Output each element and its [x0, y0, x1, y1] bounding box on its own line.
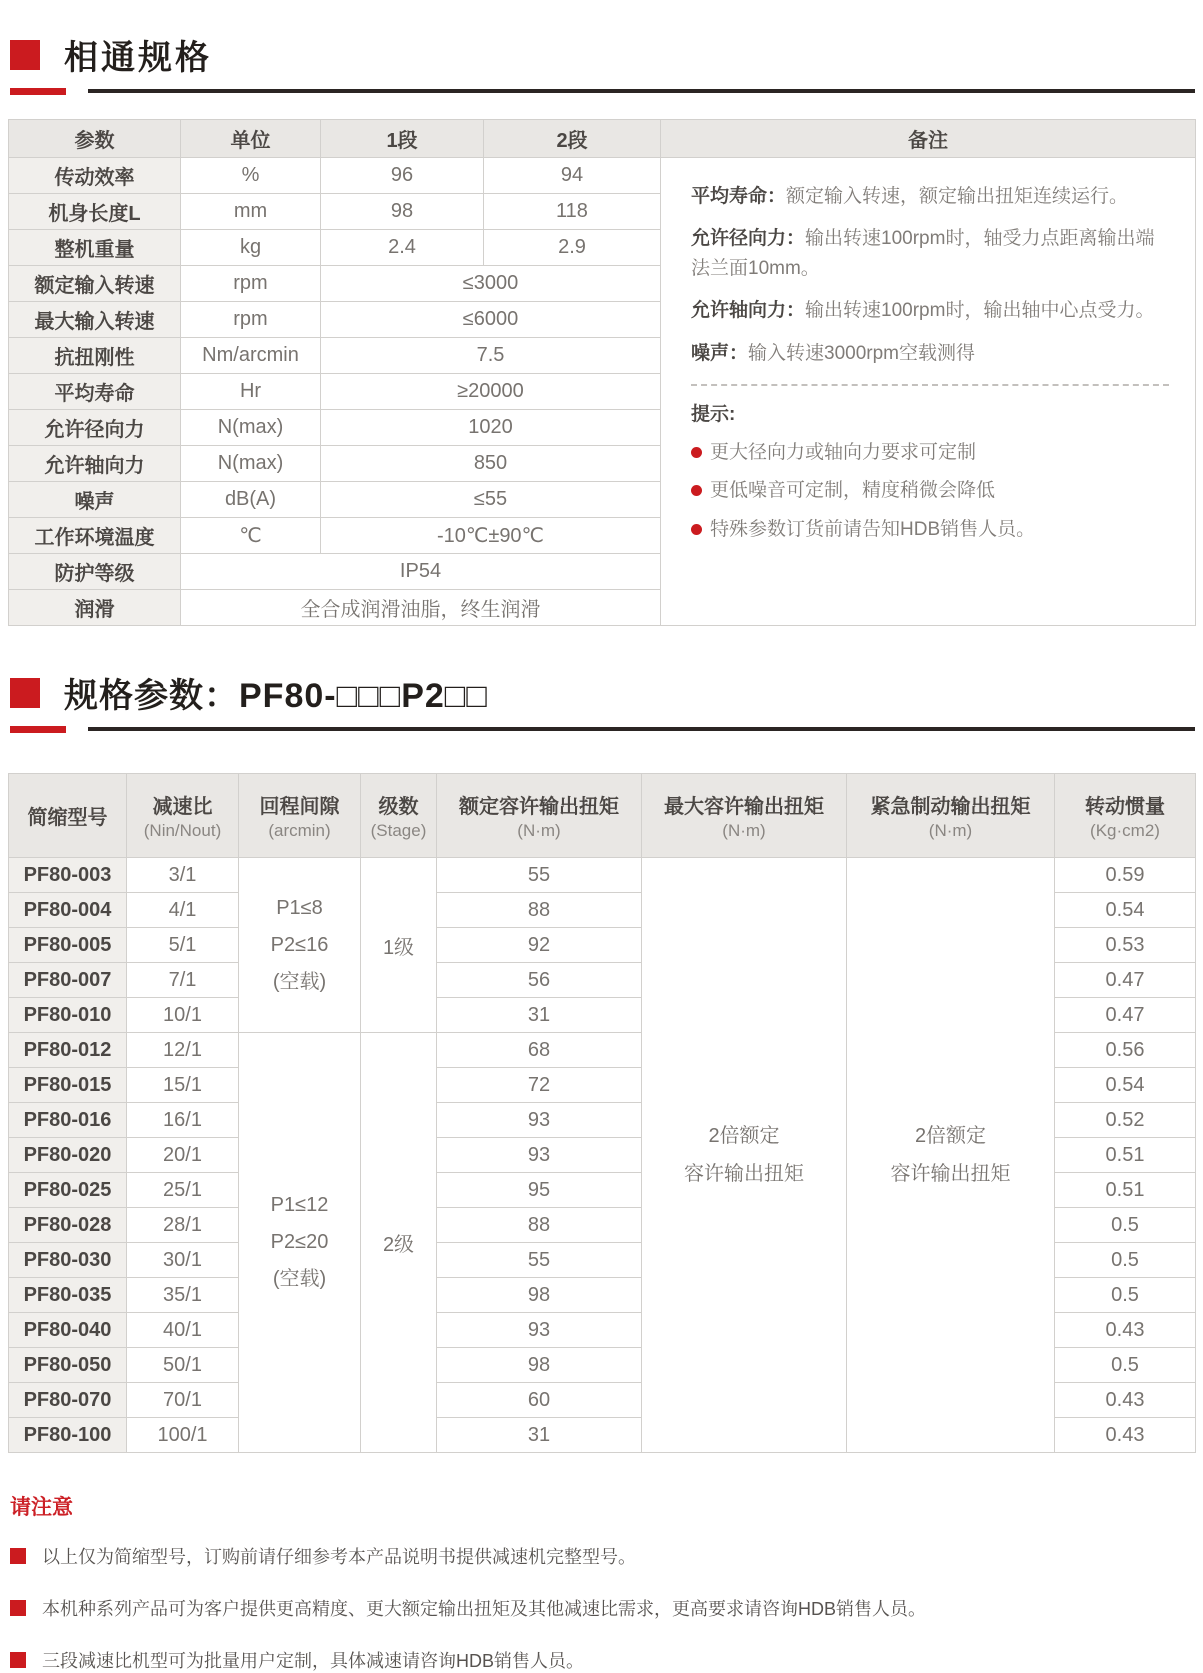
- param-unit: ℃: [181, 518, 321, 554]
- inertia-cell: 0.43: [1055, 1418, 1196, 1453]
- inertia-cell: 0.52: [1055, 1103, 1196, 1138]
- section-title: 规格参数：PF80-□□□P2□□: [64, 677, 488, 715]
- tip-text: 特殊参数订货前请告知HDB销售人员。: [710, 518, 1036, 540]
- tips-title: 提示:: [691, 404, 736, 426]
- col-header-ratio: 减速比 (Nin/Nout): [127, 774, 239, 858]
- param-unit: N(max): [181, 410, 321, 446]
- param-value-1: 2.4: [321, 230, 484, 266]
- torque-cell: 88: [437, 893, 642, 928]
- param-label: 允许轴向力: [9, 446, 181, 482]
- remark-text: 输出转速100rpm时，输出轴中心点受力。: [805, 300, 1155, 322]
- remark-item: [691, 224, 1169, 283]
- ratio-cell: 3/1: [127, 858, 239, 893]
- tip-item: [691, 476, 1169, 505]
- torque-cell: 98: [437, 1278, 642, 1313]
- notice-text: 以上仅为简缩型号，订购前请仔细参考本产品说明书提供减速机完整型号。: [42, 1547, 636, 1567]
- param-value-1: 96: [321, 158, 484, 194]
- param-value: 全合成润滑油脂，终生润滑: [181, 590, 661, 626]
- col-header-stage: 级数 (Stage): [361, 774, 437, 858]
- param-value-2: 94: [484, 158, 661, 194]
- section-red-underline: [10, 88, 66, 95]
- ratio-cell: 16/1: [127, 1103, 239, 1138]
- inertia-cell: 0.54: [1055, 1068, 1196, 1103]
- torque-cell: 92: [437, 928, 642, 963]
- torque-cell: 31: [437, 998, 642, 1033]
- model-cell: PF80-020: [9, 1138, 127, 1173]
- param-label: 允许径向力: [9, 410, 181, 446]
- notice-title: 请注意: [10, 1496, 73, 1519]
- model-cell: PF80-050: [9, 1348, 127, 1383]
- ratio-cell: 40/1: [127, 1313, 239, 1348]
- section-underline: [88, 727, 1195, 731]
- param-value-2: 118: [484, 194, 661, 230]
- param-value: IP54: [181, 554, 661, 590]
- col-header-max-torque: 最大容许输出扭矩 (N·m): [642, 774, 847, 858]
- table-header-row: [9, 120, 1196, 158]
- ratio-cell: 70/1: [127, 1383, 239, 1418]
- red-square-icon: [10, 40, 40, 70]
- tip-item: [691, 438, 1169, 467]
- table-row: [9, 858, 1196, 893]
- torque-cell: 31: [437, 1418, 642, 1453]
- inertia-cell: 0.5: [1055, 1243, 1196, 1278]
- model-cell: PF80-070: [9, 1383, 127, 1418]
- table-header-row: [9, 774, 1196, 858]
- model-cell: PF80-007: [9, 963, 127, 998]
- ratio-cell: 100/1: [127, 1418, 239, 1453]
- param-unit: Hr: [181, 374, 321, 410]
- remark-item: [691, 339, 1169, 368]
- param-label: 整机重量: [9, 230, 181, 266]
- model-cell: PF80-025: [9, 1173, 127, 1208]
- notice-section: [8, 1491, 1195, 1673]
- param-value-2: 2.9: [484, 230, 661, 266]
- param-value: ≥20000: [321, 374, 661, 410]
- inertia-cell: 0.5: [1055, 1278, 1196, 1313]
- param-value: -10℃±90℃: [321, 518, 661, 554]
- backlash-group1-cell: P1≤8 P2≤16 (空载): [239, 858, 361, 1033]
- param-value: ≤3000: [321, 266, 661, 302]
- notice-item: [10, 1543, 1195, 1569]
- max-torque-merged-cell: 2倍额定 容许输出扭矩: [642, 858, 847, 1453]
- ratio-cell: 7/1: [127, 963, 239, 998]
- stage-group2-cell: 2级: [361, 1033, 437, 1453]
- torque-cell: 93: [437, 1103, 642, 1138]
- param-value: ≤55: [321, 482, 661, 518]
- col-header-stage1: 1段: [321, 120, 484, 158]
- param-unit: %: [181, 158, 321, 194]
- param-label: 机身长度L: [9, 194, 181, 230]
- inertia-cell: 0.43: [1055, 1313, 1196, 1348]
- remark-text: 额定输入转速，额定输出扭矩连续运行。: [786, 186, 1129, 207]
- inertia-cell: 0.53: [1055, 928, 1196, 963]
- torque-cell: 93: [437, 1138, 642, 1173]
- section-header-spec-params: [8, 668, 1195, 731]
- remark-label: 允许轴向力：: [691, 300, 806, 322]
- section-header-common-specs: [8, 30, 1195, 93]
- col-header-stage2: 2段: [484, 120, 661, 158]
- model-cell: PF80-004: [9, 893, 127, 928]
- stage-group1-cell: 1级: [361, 858, 437, 1033]
- section-underline: [88, 89, 1195, 93]
- brake-torque-merged-cell: 2倍额定 容许输出扭矩: [847, 858, 1055, 1453]
- model-cell: PF80-010: [9, 998, 127, 1033]
- torque-cell: 98: [437, 1348, 642, 1383]
- dashed-divider: [691, 384, 1169, 386]
- bullet-square-icon: [10, 1600, 26, 1616]
- col-header-backlash: 回程间隙 (arcmin): [239, 774, 361, 858]
- inertia-cell: 0.51: [1055, 1138, 1196, 1173]
- param-unit: mm: [181, 194, 321, 230]
- remark-label: 平均寿命：: [691, 186, 787, 207]
- remark-item: [691, 296, 1169, 325]
- bullet-dot-icon: [691, 447, 702, 458]
- torque-cell: 88: [437, 1208, 642, 1243]
- remark-text: 输入转速3000rpm空载测得: [748, 342, 976, 364]
- torque-cell: 95: [437, 1173, 642, 1208]
- col-header-param: 参数: [9, 120, 181, 158]
- param-label: 平均寿命: [9, 374, 181, 410]
- remark-item: [691, 182, 1169, 211]
- model-cell: PF80-100: [9, 1418, 127, 1453]
- param-label: 最大输入转速: [9, 302, 181, 338]
- param-label: 额定输入转速: [9, 266, 181, 302]
- param-unit: Nm/arcmin: [181, 338, 321, 374]
- notice-text: 三段减速比机型可为批量用户定制，具体减速请咨询HDB销售人员。: [42, 1651, 585, 1671]
- ratio-cell: 30/1: [127, 1243, 239, 1278]
- tip-text: 更大径向力或轴向力要求可定制: [710, 441, 977, 463]
- param-value: ≤6000: [321, 302, 661, 338]
- model-cell: PF80-030: [9, 1243, 127, 1278]
- inertia-cell: 0.43: [1055, 1383, 1196, 1418]
- notice-item: [10, 1595, 1195, 1621]
- model-cell: PF80-003: [9, 858, 127, 893]
- tip-item: [691, 515, 1169, 544]
- remark-label: 噪声：: [691, 342, 749, 364]
- bullet-square-icon: [10, 1652, 26, 1668]
- param-label: 工作环境温度: [9, 518, 181, 554]
- param-value-1: 98: [321, 194, 484, 230]
- ratio-cell: 15/1: [127, 1068, 239, 1103]
- param-label: 传动效率: [9, 158, 181, 194]
- inertia-cell: 0.47: [1055, 963, 1196, 998]
- red-square-icon: [10, 678, 40, 708]
- table-row: [9, 158, 1196, 194]
- param-label: 噪声: [9, 482, 181, 518]
- bullet-dot-icon: [691, 524, 702, 535]
- section-title: 相通规格: [64, 39, 212, 77]
- col-header-inertia: 转动惯量 (Kg·cm2): [1055, 774, 1196, 858]
- ratio-cell: 12/1: [127, 1033, 239, 1068]
- model-cell: PF80-012: [9, 1033, 127, 1068]
- param-unit: dB(A): [181, 482, 321, 518]
- torque-cell: 68: [437, 1033, 642, 1068]
- param-value: 1020: [321, 410, 661, 446]
- model-cell: PF80-028: [9, 1208, 127, 1243]
- remark-label: 允许径向力：: [691, 228, 806, 250]
- backlash-group2-cell: P1≤12 P2≤20 (空载): [239, 1033, 361, 1453]
- inertia-cell: 0.5: [1055, 1348, 1196, 1383]
- col-header-rated-torque: 额定容许输出扭矩 (N·m): [437, 774, 642, 858]
- model-spec-table: [8, 773, 1196, 1453]
- inertia-cell: 0.54: [1055, 893, 1196, 928]
- remark-text: 输出转速100rpm时，轴受力点距离输出端法兰面10mm。: [691, 228, 1155, 279]
- inertia-cell: 0.56: [1055, 1033, 1196, 1068]
- param-label: 润滑: [9, 590, 181, 626]
- ratio-cell: 10/1: [127, 998, 239, 1033]
- torque-cell: 55: [437, 858, 642, 893]
- model-cell: PF80-005: [9, 928, 127, 963]
- notice-text: 本机种系列产品可为客户提供更高精度、更大额定输出扭矩及其他减速比需求，更高要求请咨询HDB销售人员。: [42, 1599, 926, 1619]
- torque-cell: 93: [437, 1313, 642, 1348]
- ratio-cell: 5/1: [127, 928, 239, 963]
- tip-text: 更低噪音可定制，精度稍微会降低: [710, 480, 996, 502]
- param-unit: N(max): [181, 446, 321, 482]
- param-unit: kg: [181, 230, 321, 266]
- bullet-square-icon: [10, 1548, 26, 1564]
- param-value: 7.5: [321, 338, 661, 374]
- model-cell: PF80-015: [9, 1068, 127, 1103]
- ratio-cell: 35/1: [127, 1278, 239, 1313]
- param-value: 850: [321, 446, 661, 482]
- ratio-cell: 28/1: [127, 1208, 239, 1243]
- ratio-cell: 4/1: [127, 893, 239, 928]
- col-header-unit: 单位: [181, 120, 321, 158]
- torque-cell: 55: [437, 1243, 642, 1278]
- torque-cell: 60: [437, 1383, 642, 1418]
- ratio-cell: 50/1: [127, 1348, 239, 1383]
- common-spec-table: [8, 119, 1196, 626]
- model-cell: PF80-040: [9, 1313, 127, 1348]
- inertia-cell: 0.51: [1055, 1173, 1196, 1208]
- section-red-underline: [10, 726, 66, 733]
- torque-cell: 72: [437, 1068, 642, 1103]
- inertia-cell: 0.5: [1055, 1208, 1196, 1243]
- param-label: 抗扭刚性: [9, 338, 181, 374]
- param-label: 防护等级: [9, 554, 181, 590]
- bullet-dot-icon: [691, 485, 702, 496]
- inertia-cell: 0.59: [1055, 858, 1196, 893]
- model-cell: PF80-016: [9, 1103, 127, 1138]
- model-cell: PF80-035: [9, 1278, 127, 1313]
- ratio-cell: 20/1: [127, 1138, 239, 1173]
- remarks-cell: [661, 158, 1196, 626]
- ratio-cell: 25/1: [127, 1173, 239, 1208]
- inertia-cell: 0.47: [1055, 998, 1196, 1033]
- col-header-model: 简缩型号: [9, 774, 127, 858]
- param-unit: rpm: [181, 266, 321, 302]
- notice-item: [10, 1647, 1195, 1673]
- torque-cell: 56: [437, 963, 642, 998]
- param-unit: rpm: [181, 302, 321, 338]
- col-header-brake-torque: 紧急制动输出扭矩 (N·m): [847, 774, 1055, 858]
- col-header-remark: 备注: [661, 120, 1196, 158]
